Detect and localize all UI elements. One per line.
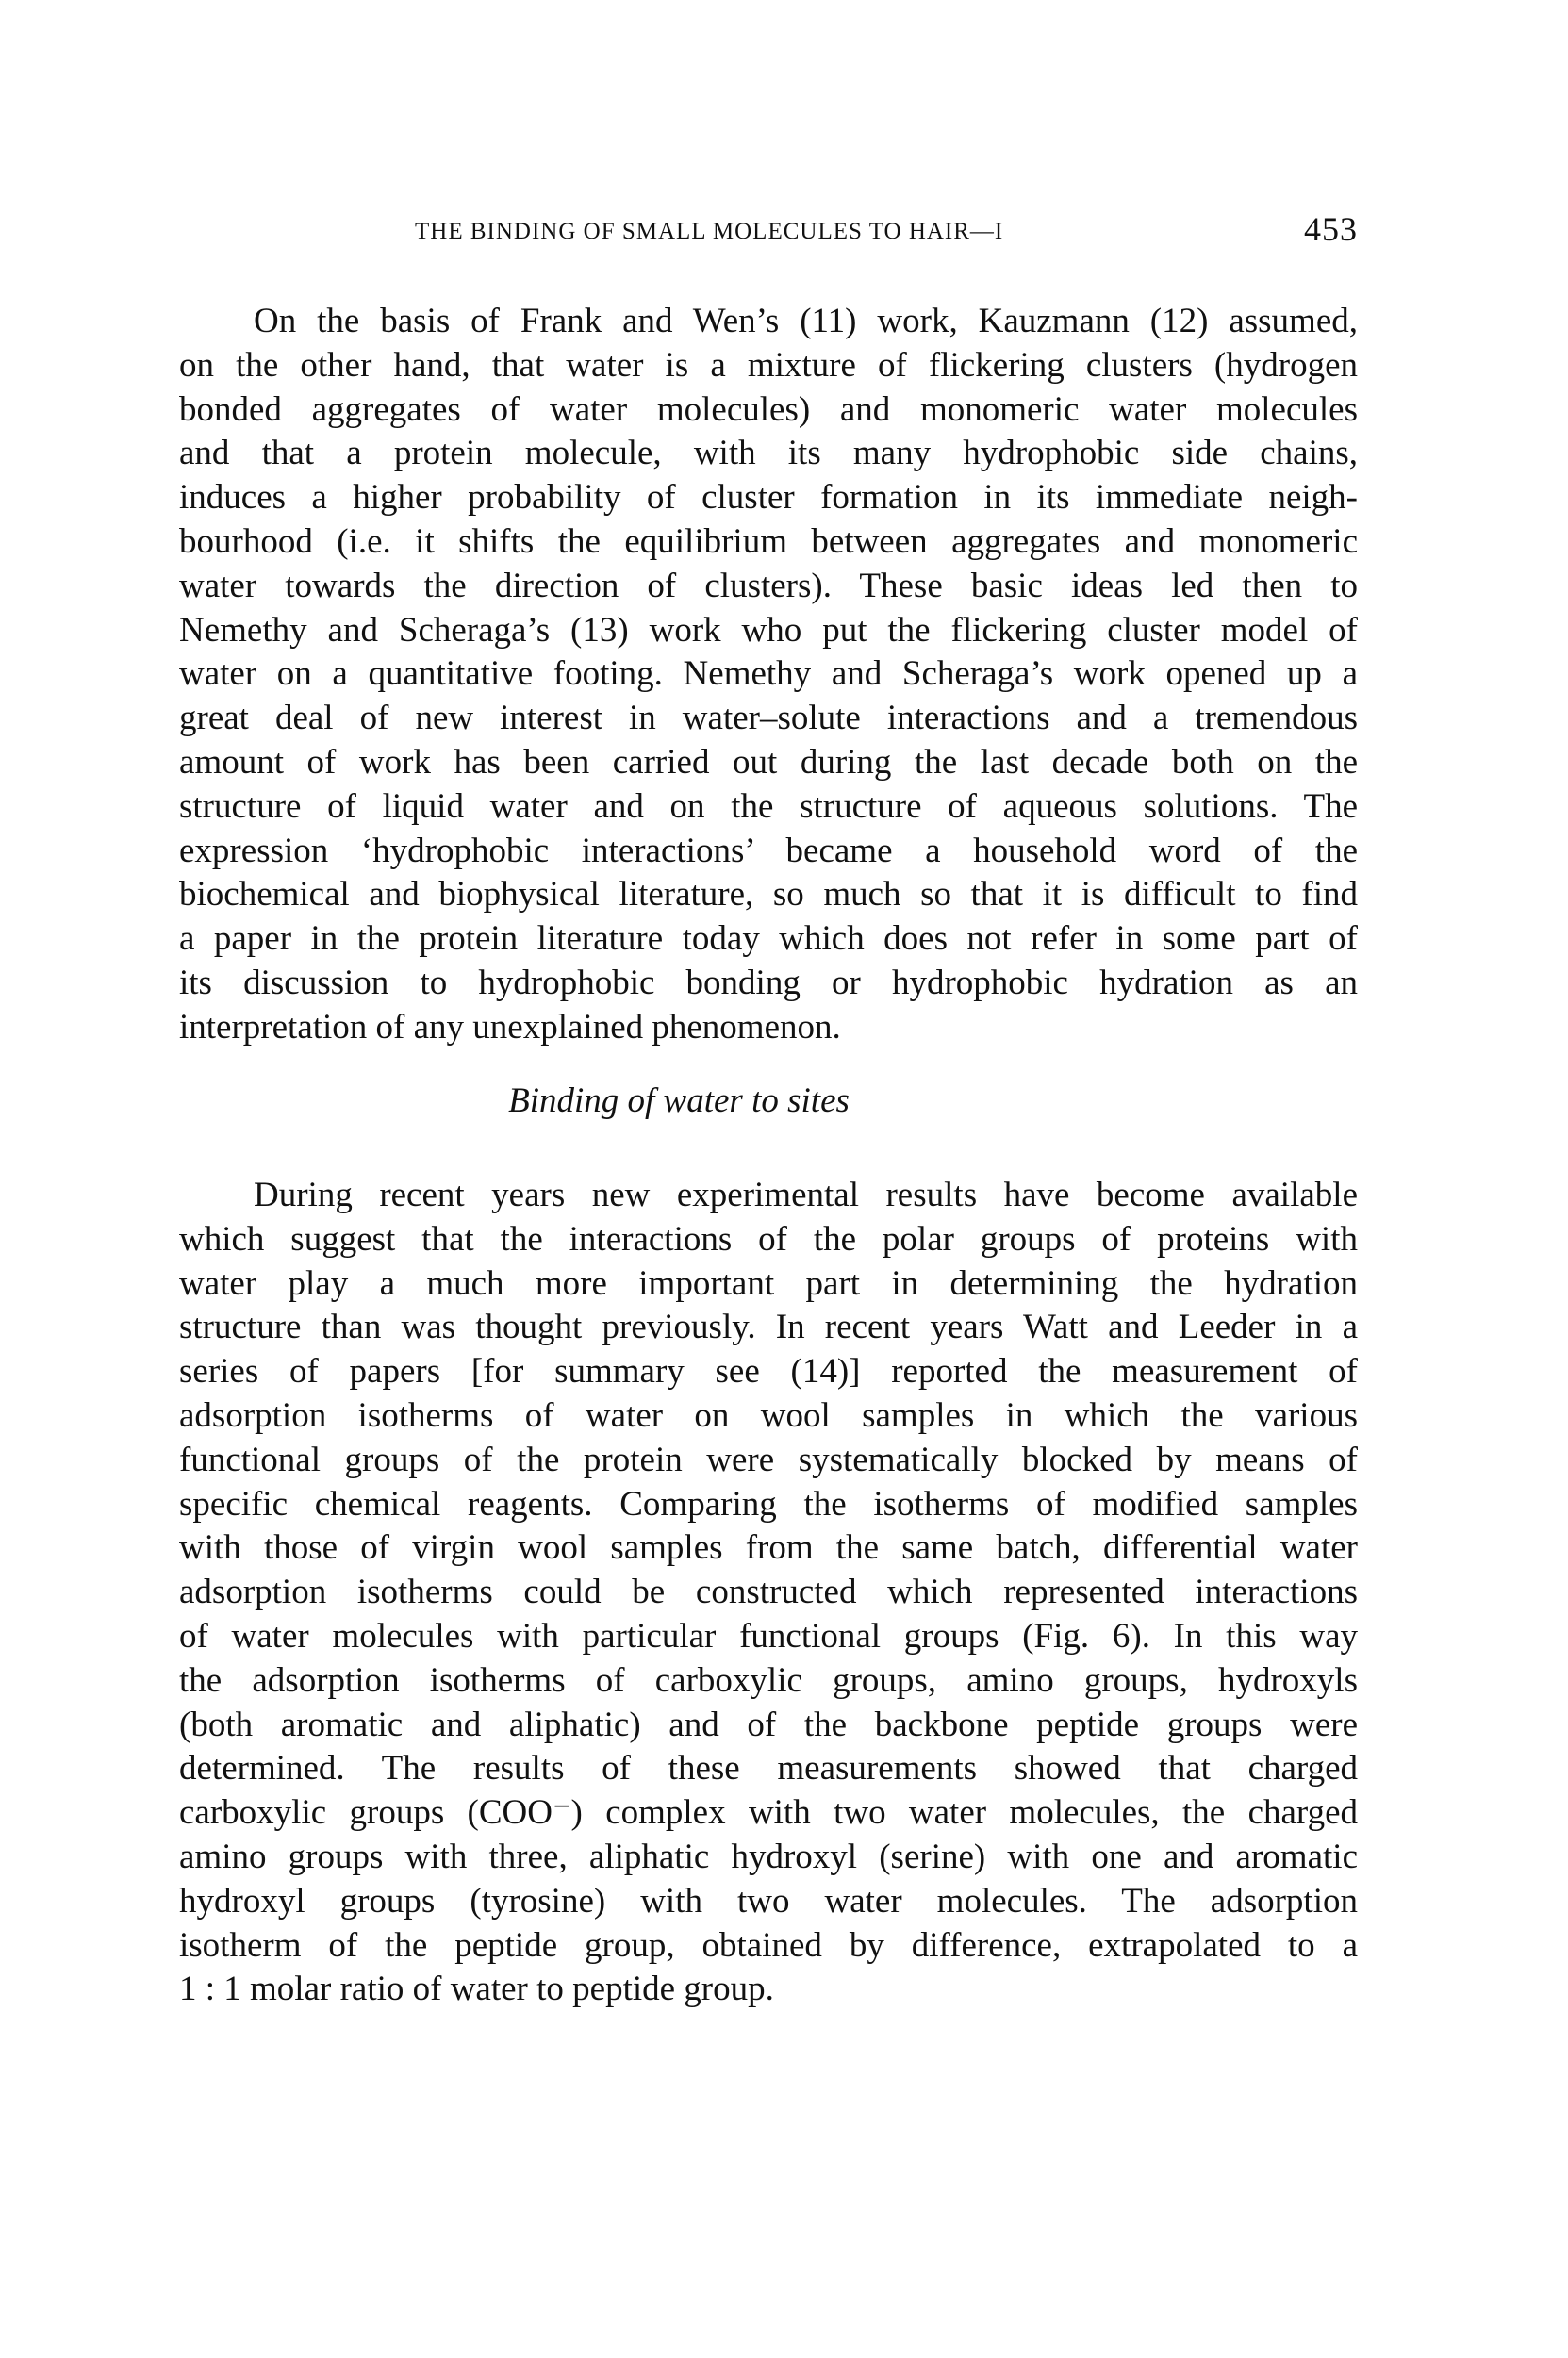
text-line: induces a higher probability of cluster formation in its immediate neigh- xyxy=(179,478,1358,518)
paragraph-2 xyxy=(179,1174,1358,2012)
text-line: functional groups of the protein were systematically blocked by means of xyxy=(179,1440,1358,1479)
running-title: THE BINDING OF SMALL MOLECULES TO HAIR—I xyxy=(415,219,1004,244)
text-line: of water molecules with particular functional groups (Fig. 6). In this way xyxy=(179,1616,1358,1656)
text-line: interpretation of any unexplained phenomenon. xyxy=(179,1007,841,1047)
text-line: adsorption isotherms of water on wool samples in which the various xyxy=(179,1395,1358,1435)
text-line: and that a protein molecule, with its many hydrophobic side chains, xyxy=(179,434,1358,473)
text-line: the adsorption isotherms of carboxylic groups, amino groups, hydroxyls xyxy=(179,1660,1358,1700)
page-header xyxy=(179,209,1358,253)
text-line: structure than was thought previously. In recent years Watt and Leeder in a xyxy=(179,1308,1358,1347)
text-line: hydroxyl groups (tyrosine) with two water molecules. The adsorption xyxy=(179,1881,1358,1921)
text-line: water towards the direction of clusters). These basic ideas led then to xyxy=(179,566,1358,605)
text-line: amount of work has been carried out during the last decade both on the xyxy=(179,742,1358,782)
text-line: Nemethy and Scheraga’s (13) work who put the flickering cluster model of xyxy=(179,610,1358,650)
text-line: determined. The results of these measurements showed that charged xyxy=(179,1749,1358,1789)
text-line: water play a much more important part in determining the hydration xyxy=(179,1263,1358,1303)
text-line: specific chemical reagents. Comparing the isotherms of modified samples xyxy=(179,1484,1358,1524)
text-line: carboxylic groups (COO⁻) complex with two water molecules, the charged xyxy=(179,1793,1358,1833)
paragraph-1 xyxy=(179,300,1358,1050)
page-number: 453 xyxy=(1304,210,1358,248)
text-line: series of papers [for summary see (14)] reported the measurement of xyxy=(179,1352,1358,1392)
text-line: (both aromatic and aliphatic) and of the backbone peptide groups were xyxy=(179,1705,1358,1744)
text-line: its discussion to hydrophobic bonding or hydrophobic hydration as an xyxy=(179,963,1358,1002)
text-line: adsorption isotherms could be constructed which represented interactions xyxy=(179,1573,1358,1612)
text-line: on the other hand, that water is a mixture of flickering clusters (hydrogen xyxy=(179,345,1358,385)
text-line: which suggest that the interactions of the polar groups of proteins with xyxy=(179,1219,1358,1259)
text-line: On the basis of Frank and Wen’s (11) work, Kauzmann (12) assumed, xyxy=(254,302,1358,340)
text-line: 1 : 1 molar ratio of water to peptide group. xyxy=(179,1970,774,2009)
text-line: isotherm of the peptide group, obtained by difference, extrapolated to a xyxy=(179,1925,1358,1965)
text-line: amino groups with three, aliphatic hydroxyl (serine) with one and aromatic xyxy=(179,1837,1358,1876)
text-line: structure of liquid water and on the structure of aqueous solutions. The xyxy=(179,786,1358,826)
text-line: great deal of new interest in water–solute interactions and a tremendous xyxy=(179,699,1358,738)
section-heading: Binding of water to sites xyxy=(508,1081,850,1120)
text-line: expression ‘hydrophobic interactions’ became a household word of the xyxy=(179,831,1358,870)
text-line: During recent years new experimental results have become available xyxy=(254,1176,1358,1214)
text-line: with those of virgin wool samples from the same batch, differential water xyxy=(179,1528,1358,1568)
text-line: a paper in the protein literature today which does not refer in some part of xyxy=(179,919,1358,959)
text-line: bonded aggregates of water molecules) and monomeric water molecules xyxy=(179,389,1358,429)
text-line: water on a quantitative footing. Nemethy and Scheraga’s work opened up a xyxy=(179,654,1358,694)
text-line: bourhood (i.e. it shifts the equilibrium between aggregates and monomeric xyxy=(179,521,1358,561)
text-line: biochemical and biophysical literature, so much so that it is difficult to find xyxy=(179,875,1358,915)
